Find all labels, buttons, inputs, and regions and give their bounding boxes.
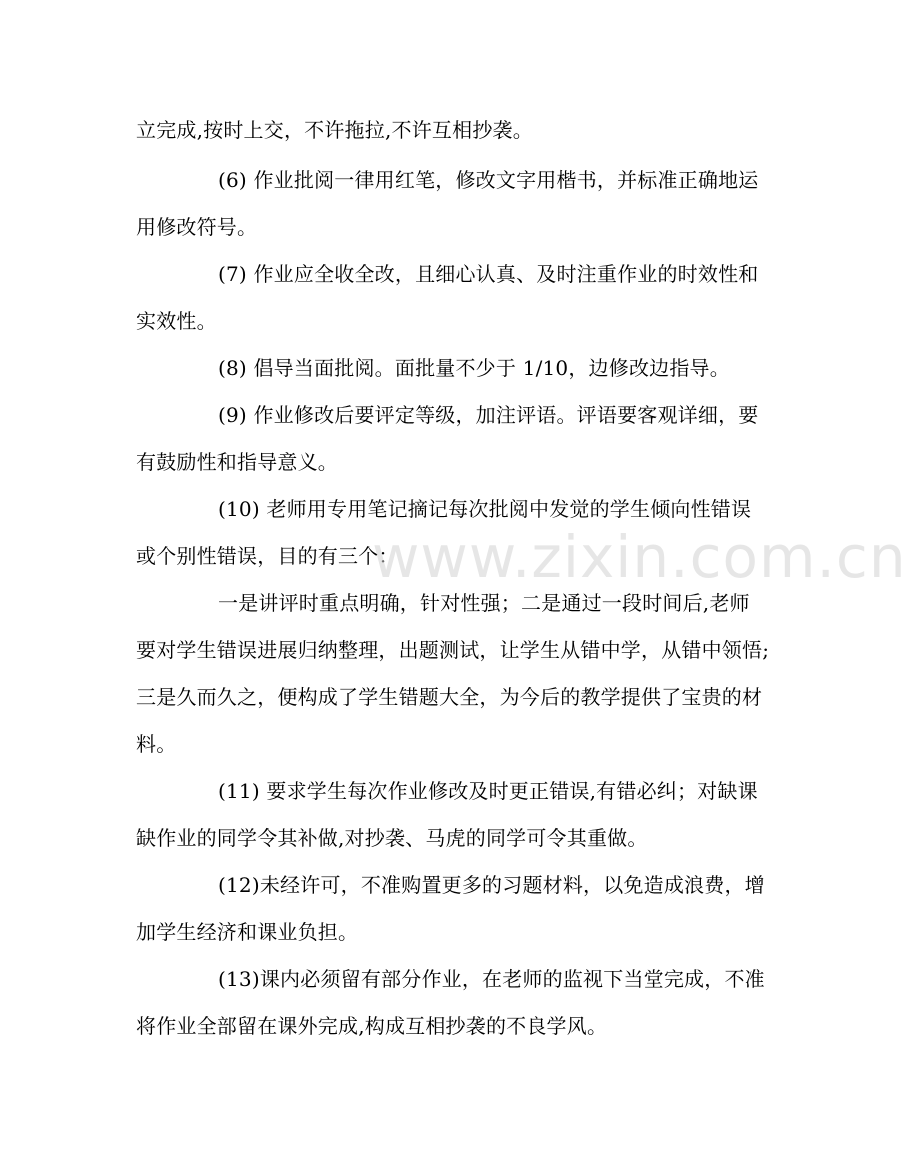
item-6-line-2: 用修改符号。 [136, 215, 258, 239]
item-9-line-2: 有鼓励性和指导意义。 [136, 450, 338, 474]
reason-line-2: 要对学生错误进展归纳整理，出题测试，让学生从错中学，从错中领悟; [136, 638, 770, 662]
reason-line-1: 一是讲评时重点明确，针对性强；二是通过一段时间后,老师 [218, 591, 750, 615]
reason-line-3: 三是久而久之，便构成了学生错题大全，为今后的教学提供了宝贵的材 [136, 685, 763, 709]
item-8-line-1: (8) 倡导当面批阅。面批量不少于 1/10，边修改边指导。 [218, 356, 730, 380]
item-12-line-2: 加学生经济和课业负担。 [136, 920, 359, 944]
watermark: www.zixin.com.cn [372, 523, 907, 591]
item-10-line-1: (10) 老师用专用笔记摘记每次批阅中发觉的学生倾向性错误 [218, 497, 752, 521]
item-10-line-2: 或个别性错误，目的有三个： [136, 544, 399, 568]
text-line-1: 立完成,按时上交，不许拖拉,不许互相抄袭。 [136, 118, 533, 142]
item-13-line-1: (13)课内必须留有部分作业，在老师的监视下当堂完成，不准 [218, 967, 765, 991]
item-6-line-1: (6) 作业批阅一律用红笔，修改文字用楷书，并标准正确地运 [218, 168, 759, 192]
item-13-line-2: 将作业全部留在课外完成,构成互相抄袭的不良学风。 [136, 1014, 608, 1038]
item-7-line-2: 实效性。 [136, 309, 217, 333]
item-7-line-1: (7) 作业应全收全改，且细心认真、及时注重作业的时效性和 [218, 262, 759, 286]
item-9-line-1: (9) 作业修改后要评定等级，加注评语。评语要客观详细，要 [218, 403, 759, 427]
item-11-line-1: (11) 要求学生每次作业修改及时更正错误,有错必纠；对缺课 [218, 779, 758, 803]
item-12-line-1: (12)未经许可，不准购置更多的习题材料，以免造成浪费，增 [218, 873, 765, 897]
item-11-line-2: 缺作业的同学令其补做,对抄袭、马虎的同学可令其重做。 [136, 826, 648, 850]
reason-line-4: 料。 [136, 732, 177, 756]
